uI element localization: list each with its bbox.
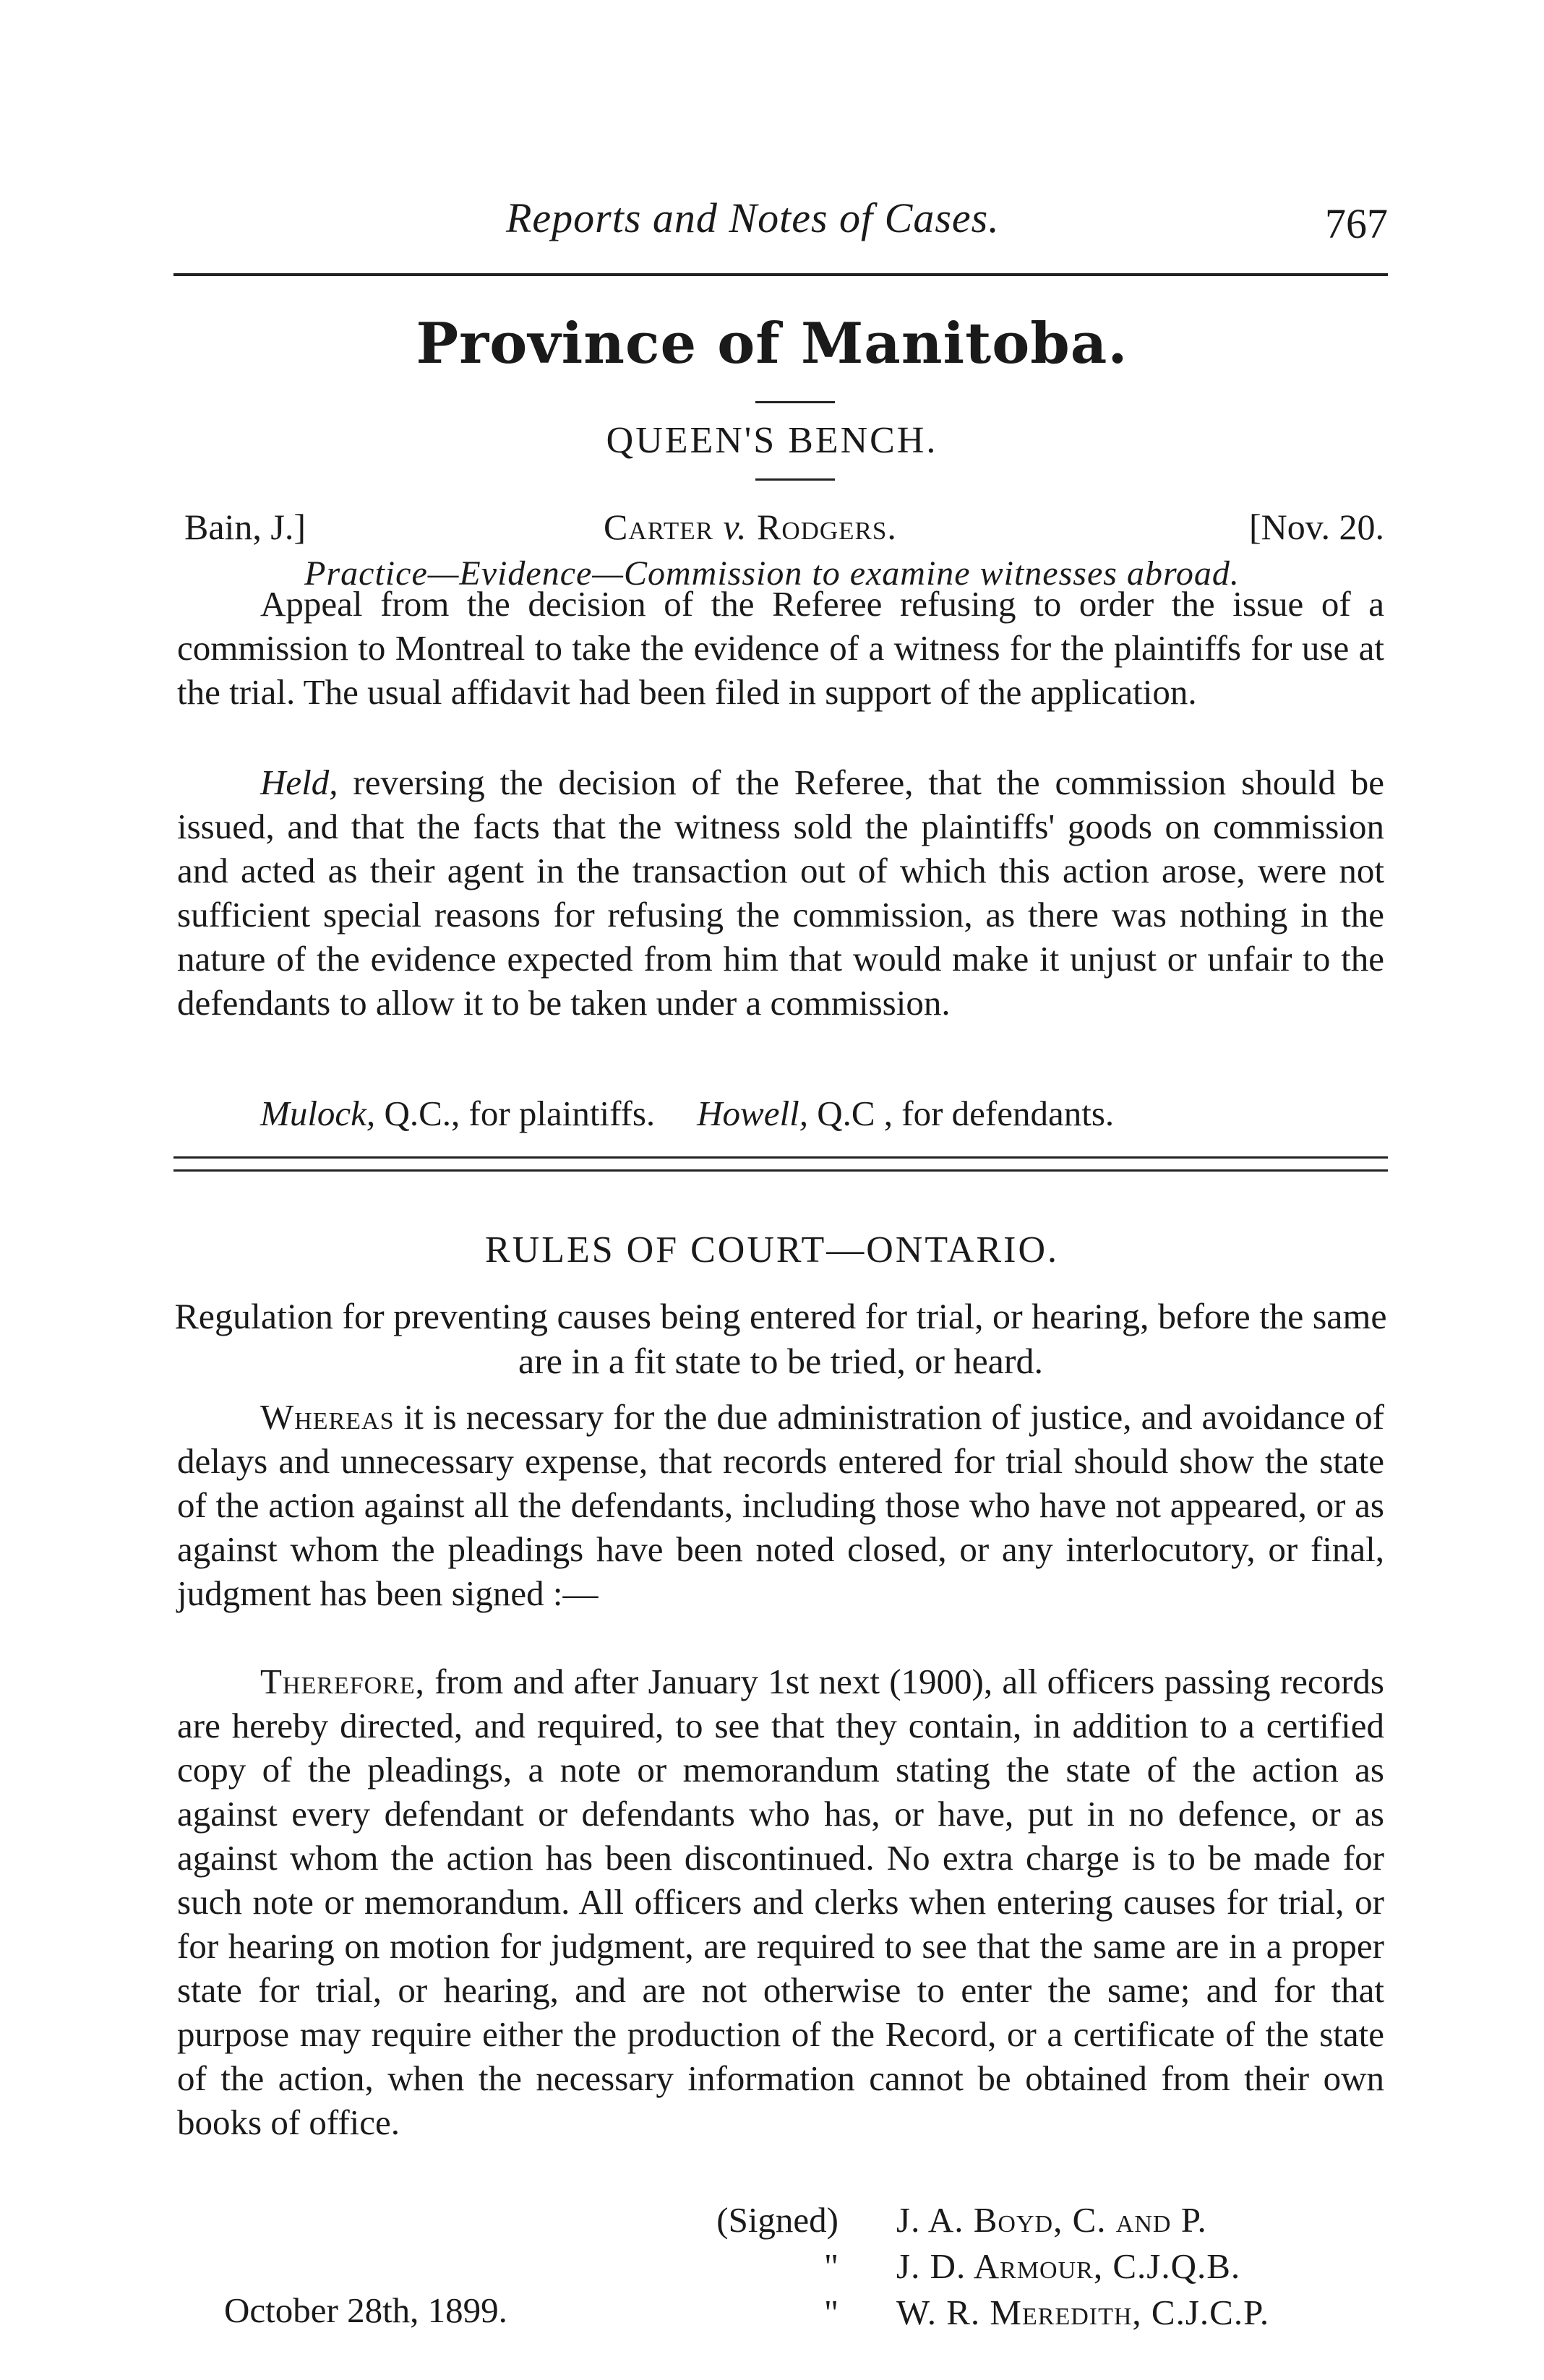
regulation-heading: Regulation for preventing causes being entered for trial, or hearing, before the same are in a fit state to be tried, or heard.	[174, 1296, 1387, 1381]
running-header	[173, 194, 1388, 252]
signature-row	[723, 2290, 1388, 2336]
counsel-line	[260, 1093, 1114, 1134]
held-label: Held,	[260, 762, 338, 802]
running-title: Reports and Notes of Cases.	[506, 194, 1000, 241]
defendant-counsel-name: Howell,	[697, 1094, 808, 1133]
signed-label: (Signed)	[716, 2200, 839, 2240]
plaintiff-counsel-name: Mulock,	[260, 1094, 376, 1133]
defendant-counsel-text: Q.C , for defendants.	[807, 1094, 1115, 1133]
signatory-name: J. D. Armour, C.J.Q.B.	[896, 2246, 1241, 2286]
case-name	[604, 506, 897, 548]
section-divider	[173, 1169, 1388, 1172]
plaintiff-counsel-text: Q.C., for plaintiffs.	[375, 1094, 656, 1133]
party-2: Rodgers.	[756, 507, 897, 547]
party-1: Carter	[604, 507, 713, 547]
held-paragraph	[177, 760, 1384, 1025]
judge-name: Bain, J.]	[184, 507, 306, 547]
signing-date: October 28th, 1899.	[224, 2290, 507, 2330]
court-title: QUEEN'S BENCH.	[606, 420, 938, 461]
whereas-lead: Whereas	[260, 1397, 395, 1437]
short-divider	[755, 478, 835, 481]
case-caption	[184, 506, 1384, 552]
section-title: Province of Manitoba.	[416, 311, 1128, 377]
held-text: reversing the decision of the Referee, that the commission should be issued, and that the facts that the witness sold the plaintiffs' goods on commission and acted as their agent in the transaction out of which this action arose, were not sufficient special reasons for refusing the commission, as there was nothing in the nature of the evidence expected from him that would make it unjust or unfair to the defendants to allow it to be taken under a commission.	[177, 762, 1384, 1023]
rules-title: RULES OF COURT—ONTARIO.	[484, 1229, 1060, 1271]
signature-block	[716, 2197, 1388, 2336]
signature-row	[723, 2243, 1388, 2290]
signatory-name: W. R. Meredith, C.J.C.P.	[896, 2293, 1270, 2332]
headnote: Practice—Evidence—Commission to examine witnesses abroad.	[304, 554, 1240, 593]
ditto-mark: "	[823, 2246, 839, 2286]
therefore-text: from and after January 1st next (1900), all officers passing records are hereby directed, and required, to see that they contain, in addition to a certified copy of the pleadings, a note or memorandum stating the state of the action as against every defendant or defendants who has, or have, put in no defence, or as against whom the action has been discontinued. No extra charge is to be made for such note or memorandum. All officers and clerks when entering causes for trial, or for hearing on motion for judgment, are required to see that the same are in a proper state for trial, or hearing, and are not otherwise to enter the same; and for that purpose may require either the production of the Record, or a certificate of the state of the action, when the necessary information cannot be obtained from their own books of office.	[177, 1662, 1384, 2142]
case-date: [Nov. 20.	[1248, 507, 1384, 547]
appeal-paragraph: Appeal from the decision of the Referee refusing to order the issue of a commission to Montreal to take the evidence of a witness for the plaintiffs for use at the trial. The usual affidavit had been filed in support of the application.	[177, 584, 1384, 712]
header-rule	[173, 273, 1388, 276]
versus: v.	[723, 507, 747, 547]
ditto-mark: "	[823, 2293, 839, 2332]
signature-row	[716, 2197, 1388, 2243]
whereas-paragraph	[177, 1395, 1384, 1615]
therefore-lead: Therefore,	[260, 1662, 425, 1701]
short-divider	[755, 401, 835, 403]
whereas-text: it is necessary for the due administration of justice, and avoidance of delays and unnecessary expense, that records entered for trial should show the state of the action against all the defendants, including those who have not appeared, or as against whom the pleadings have been noted closed, or any interlocutory, or final, judgment has been signed :—	[177, 1397, 1384, 1613]
therefore-paragraph	[177, 1659, 1384, 2144]
signatory-name: J. A. Boyd, C. and P.	[896, 2200, 1207, 2240]
section-divider	[173, 1156, 1388, 1159]
page-number: 767	[1325, 200, 1388, 247]
